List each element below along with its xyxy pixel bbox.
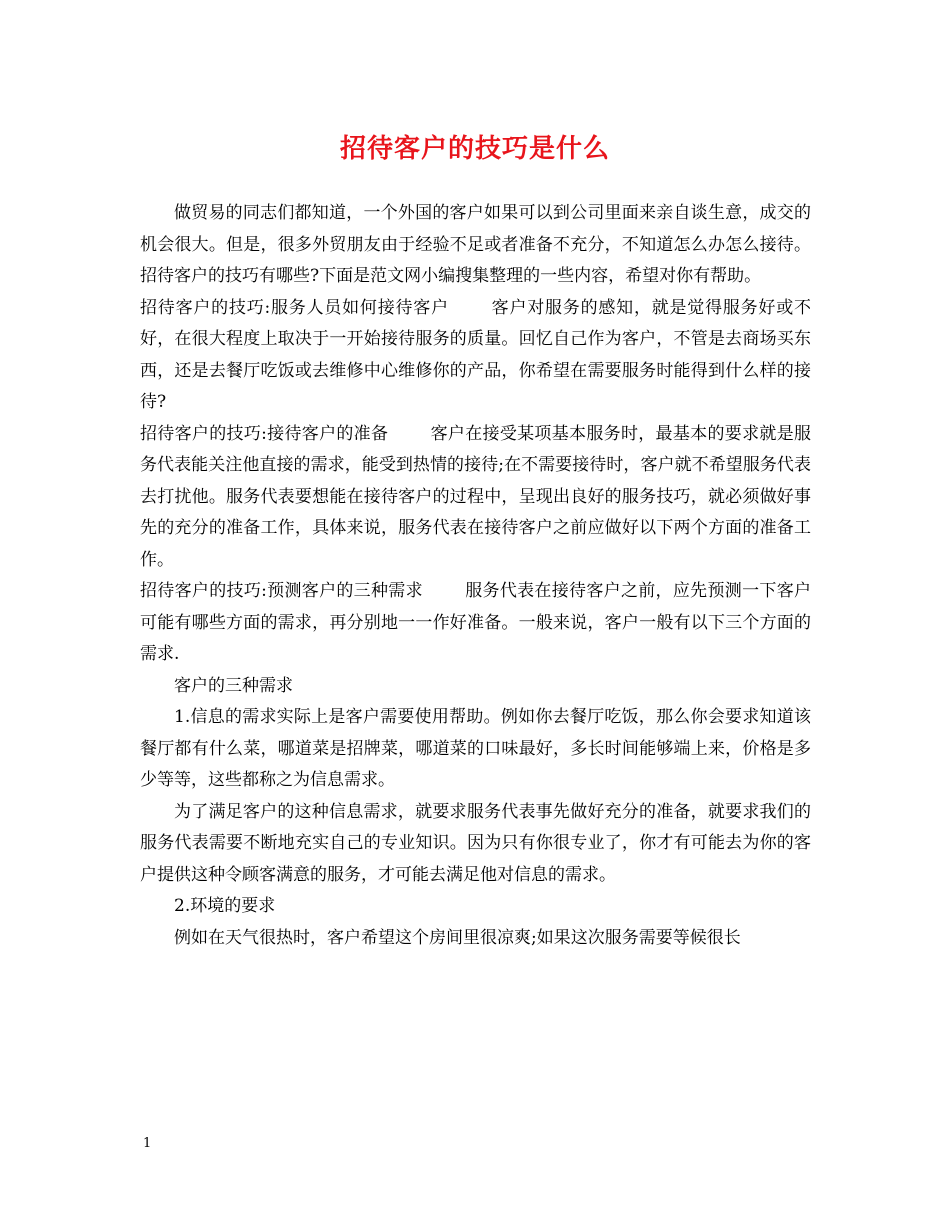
environment-paragraph: 例如在天气很热时，客户希望这个房间里很凉爽;如果这次服务需要等候很长: [174, 927, 741, 948]
satisfy-paragraph: 为了满足客户的这种信息需求，就要求服务代表事先做好充分的准备，就要求我们的服务代表需要不断地充实自己的专业知识。因为只有你很专业了，你才有可能去为你的客户提供这种令顾客满意的服务，才可能去满足他对信息的需求。: [140, 801, 811, 885]
document-title: 招待客户的技巧是什么: [339, 134, 610, 164]
environment-heading: 2.环境的要求: [174, 896, 276, 916]
intro-paragraph: 做贸易的同志们都知道，一个外国的客户如果可以到公司里面来亲自谈生意，成交的机会很大。但是，很多外贸朋友由于经验不足或者准备不充分，不知道怎么办怎么接待。招待客户的技巧有哪些?下面是范文网小编搜集整理的一些内容，希望对你有帮助。: [140, 203, 811, 286]
document-body: [140, 198, 811, 954]
section-paragraph: [140, 293, 811, 419]
section-heading: 招待客户的技巧:服务人员如何接待客户: [140, 297, 449, 318]
section-text: 服务代表在接待客户之前，应先预测一下客户可能有哪些方面的需求，再分别地一一作好准备。一般来说，客户一般有以下三个方面的需求.: [140, 581, 811, 664]
three-needs-heading: 客户的三种需求: [174, 675, 293, 696]
section-paragraph: [140, 576, 811, 671]
section-heading: 招待客户的技巧:接待客户的准备: [140, 423, 389, 444]
info-need-paragraph: 1.信息的需求实际上是客户需要使用帮助。例如你去餐厅吃饭，那么你会要求知道该餐厅都有什么菜，哪道菜是招牌菜，哪道菜的口味最好，多长时间能够端上来，价格是多少等等，这些都称之为信息需求。: [140, 707, 811, 790]
section-text: 客户对服务的感知，就是觉得服务好或不好，在很大程度上取决于一开始接待服务的质量。回忆自己作为客户，不管是去商场买东西，还是去餐厅吃饭或去维修中心维修你的产品，你希望在需要服务时能得到什么样的接待?: [140, 297, 812, 412]
page-number: 1: [143, 1136, 152, 1151]
section-paragraph: [140, 419, 811, 577]
section-text: 客户在接受某项基本服务时，最基本的要求就是服务代表能关注他直接的需求，能受到热情的接待;在不需要接待时，客户就不希望服务代表去打扰他。服务代表要想能在接待客户的过程中，呈现出良好的服务技巧，就必须做好事先的充分的准备工作，具体来说，服务代表在接待客户之前应做好以下两个方面的准备工作。: [140, 423, 811, 570]
section-heading: 招待客户的技巧:预测客户的三种需求: [140, 581, 423, 601]
